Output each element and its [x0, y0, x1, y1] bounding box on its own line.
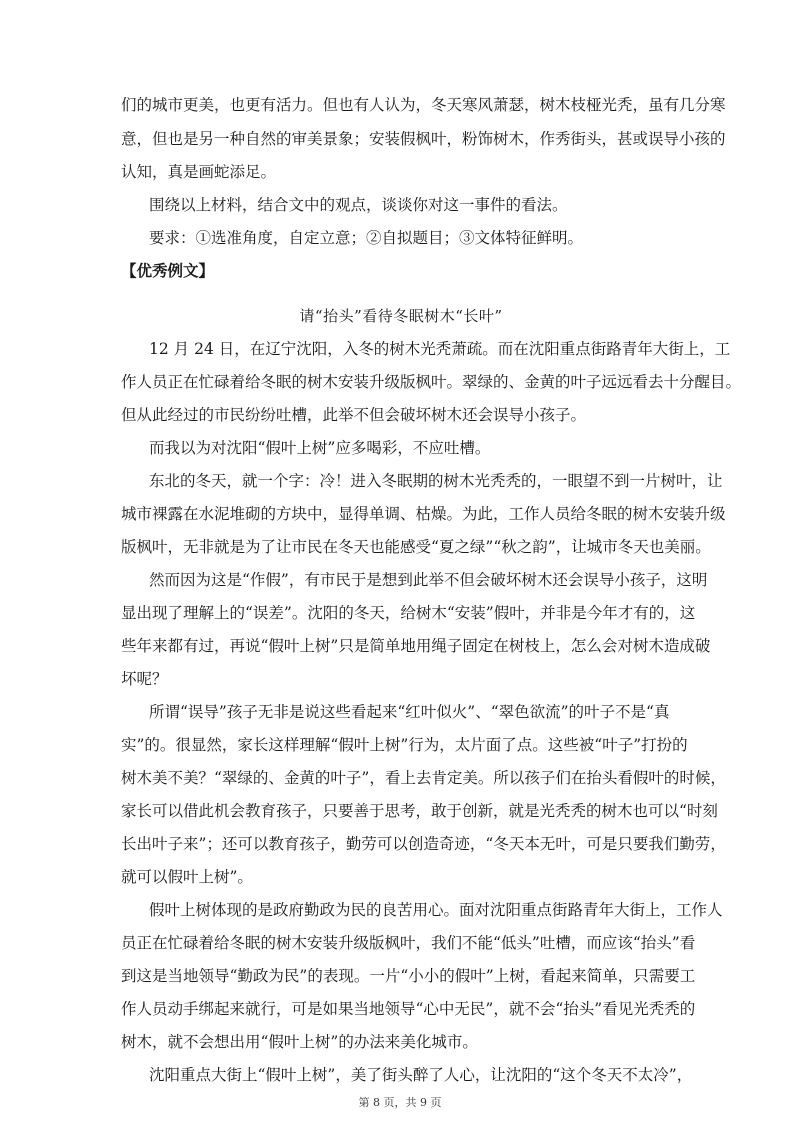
paragraph-line: 到这是当地领导“勤政为民”的表现。一片“小小的假叶”上树，看起来简单，只需要工 [121, 967, 696, 985]
section-heading: 【优秀例文】 [121, 262, 215, 280]
paragraph-line: 实”的。很显然，家长这样理解“假叶上树”行为，太片面了点。这些被“叶子”打扮的 [121, 736, 688, 754]
paragraph-line: 显出现了理解上的“误差”。沈阳的冬天，给树木“安装”假叶，并非是今年才有的，这 [121, 604, 696, 622]
paragraph-line: 沈阳重点大街上“假叶上树”，美了街头醉了人心，让沈阳的“这个冬天不太冷”， [149, 1066, 693, 1084]
paragraph-line: 坏呢？ [121, 670, 168, 688]
paragraph-line: 家长可以借此机会教育孩子，只要善于思考，敢于创新，就是光秃秃的树木也可以“时刻 [121, 802, 718, 820]
paragraph-line: 12 月 24 日，在辽宁沈阳，入冬的树木光秃萧疏。而在沈阳重点街路青年大街上，工 [149, 340, 731, 358]
paragraph-line: 东北的冬天，就一个字：冷！进入冬眠期的树木光秃秃的，一眼望不到一片树叶，让 [149, 472, 723, 490]
paragraph-line: 假叶上树体现的是政府勤政为民的良苦用心。面对沈阳重点街路青年大街上，工作人 [149, 901, 723, 919]
paragraph-line: 树木美不美？“翠绿的、金黄的叶子”，看上去肯定美。所以孩子们在抬头看假叶的时候， [121, 769, 726, 787]
paragraph-line: 城市裸露在水泥堆砌的方块中，显得单调、枯燥。为此，工作人员给冬眠的树木安装升级 [121, 505, 726, 523]
paragraph-line: 作人员正在忙碌着给冬眠的树木安装升级版枫叶。翠绿的、金黄的叶子远远看去十分醒目。 [121, 373, 742, 391]
paragraph-line: 但从此经过的市民纷纷吐槽，此举不但会破坏树木还会误导小孩子。 [121, 406, 587, 424]
paragraph-line: 而我以为对沈阳“假叶上树”应多喝彩，不应吐槽。 [149, 439, 491, 457]
paragraph-line: 版枫叶，无非就是为了让市民在冬天也能感受“夏之绿”“秋之韵”，让城市冬天也美丽。 [121, 538, 711, 556]
essay-title: 请“抬头”看待冬眠树木“长叶” [299, 307, 503, 325]
paragraph-line: 然而因为这是“作假”，有市民于是想到此举不但会破坏树木还会误导小孩子，这明 [149, 571, 708, 589]
material-line: 认知，真是画蛇添足。 [121, 163, 277, 181]
paragraph-line: 树木，就不会想出用“假叶上树”的办法来美化城市。 [121, 1033, 478, 1051]
paragraph-line: 作人员动手绑起来就行，可是如果当地领导“心中无民”，就不会“抬头”看见光秃秃的 [121, 1000, 696, 1018]
paragraph-line: 员正在忙碌着给冬眠的树木安装升级版枫叶，我们不能“低头”吐槽，而应该“抬头”看 [121, 934, 696, 952]
page-footer: 第 8 页，共 9 页 [358, 1096, 442, 1109]
requirement-text: 要求：①选准角度，自定立意；②自拟题目；③文体特征鲜明。 [149, 229, 584, 247]
paragraph-line: 些年来都有过，再说“假叶上树”只是简单地用绳子固定在树枝上，怎么会对树木造成破 [121, 637, 711, 655]
material-line: 们的城市更美，也更有活力。但也有人认为，冬天寒风萧瑟，树木枝桠光秃，虽有几分寒 [121, 96, 726, 114]
paragraph-line: 就可以假叶上树”。 [121, 868, 253, 886]
paragraph-line: 所谓“误导”孩子无非是说这些看起来“红叶似火”、“翠色欲流”的叶子不是“真 [149, 703, 670, 721]
instruction-text: 围绕以上材料，结合文中的观点，谈谈你对这一事件的看法。 [149, 196, 568, 214]
paragraph-line: 长出叶子来”；还可以教育孩子，勤劳可以创造奇迹，“冬天本无叶，可是只要我们勤劳， [121, 835, 726, 853]
material-line: 意，但也是另一种自然的审美景象；安装假枫叶，粉饰树木，作秀街头，甚或误导小孩的 [121, 130, 726, 148]
